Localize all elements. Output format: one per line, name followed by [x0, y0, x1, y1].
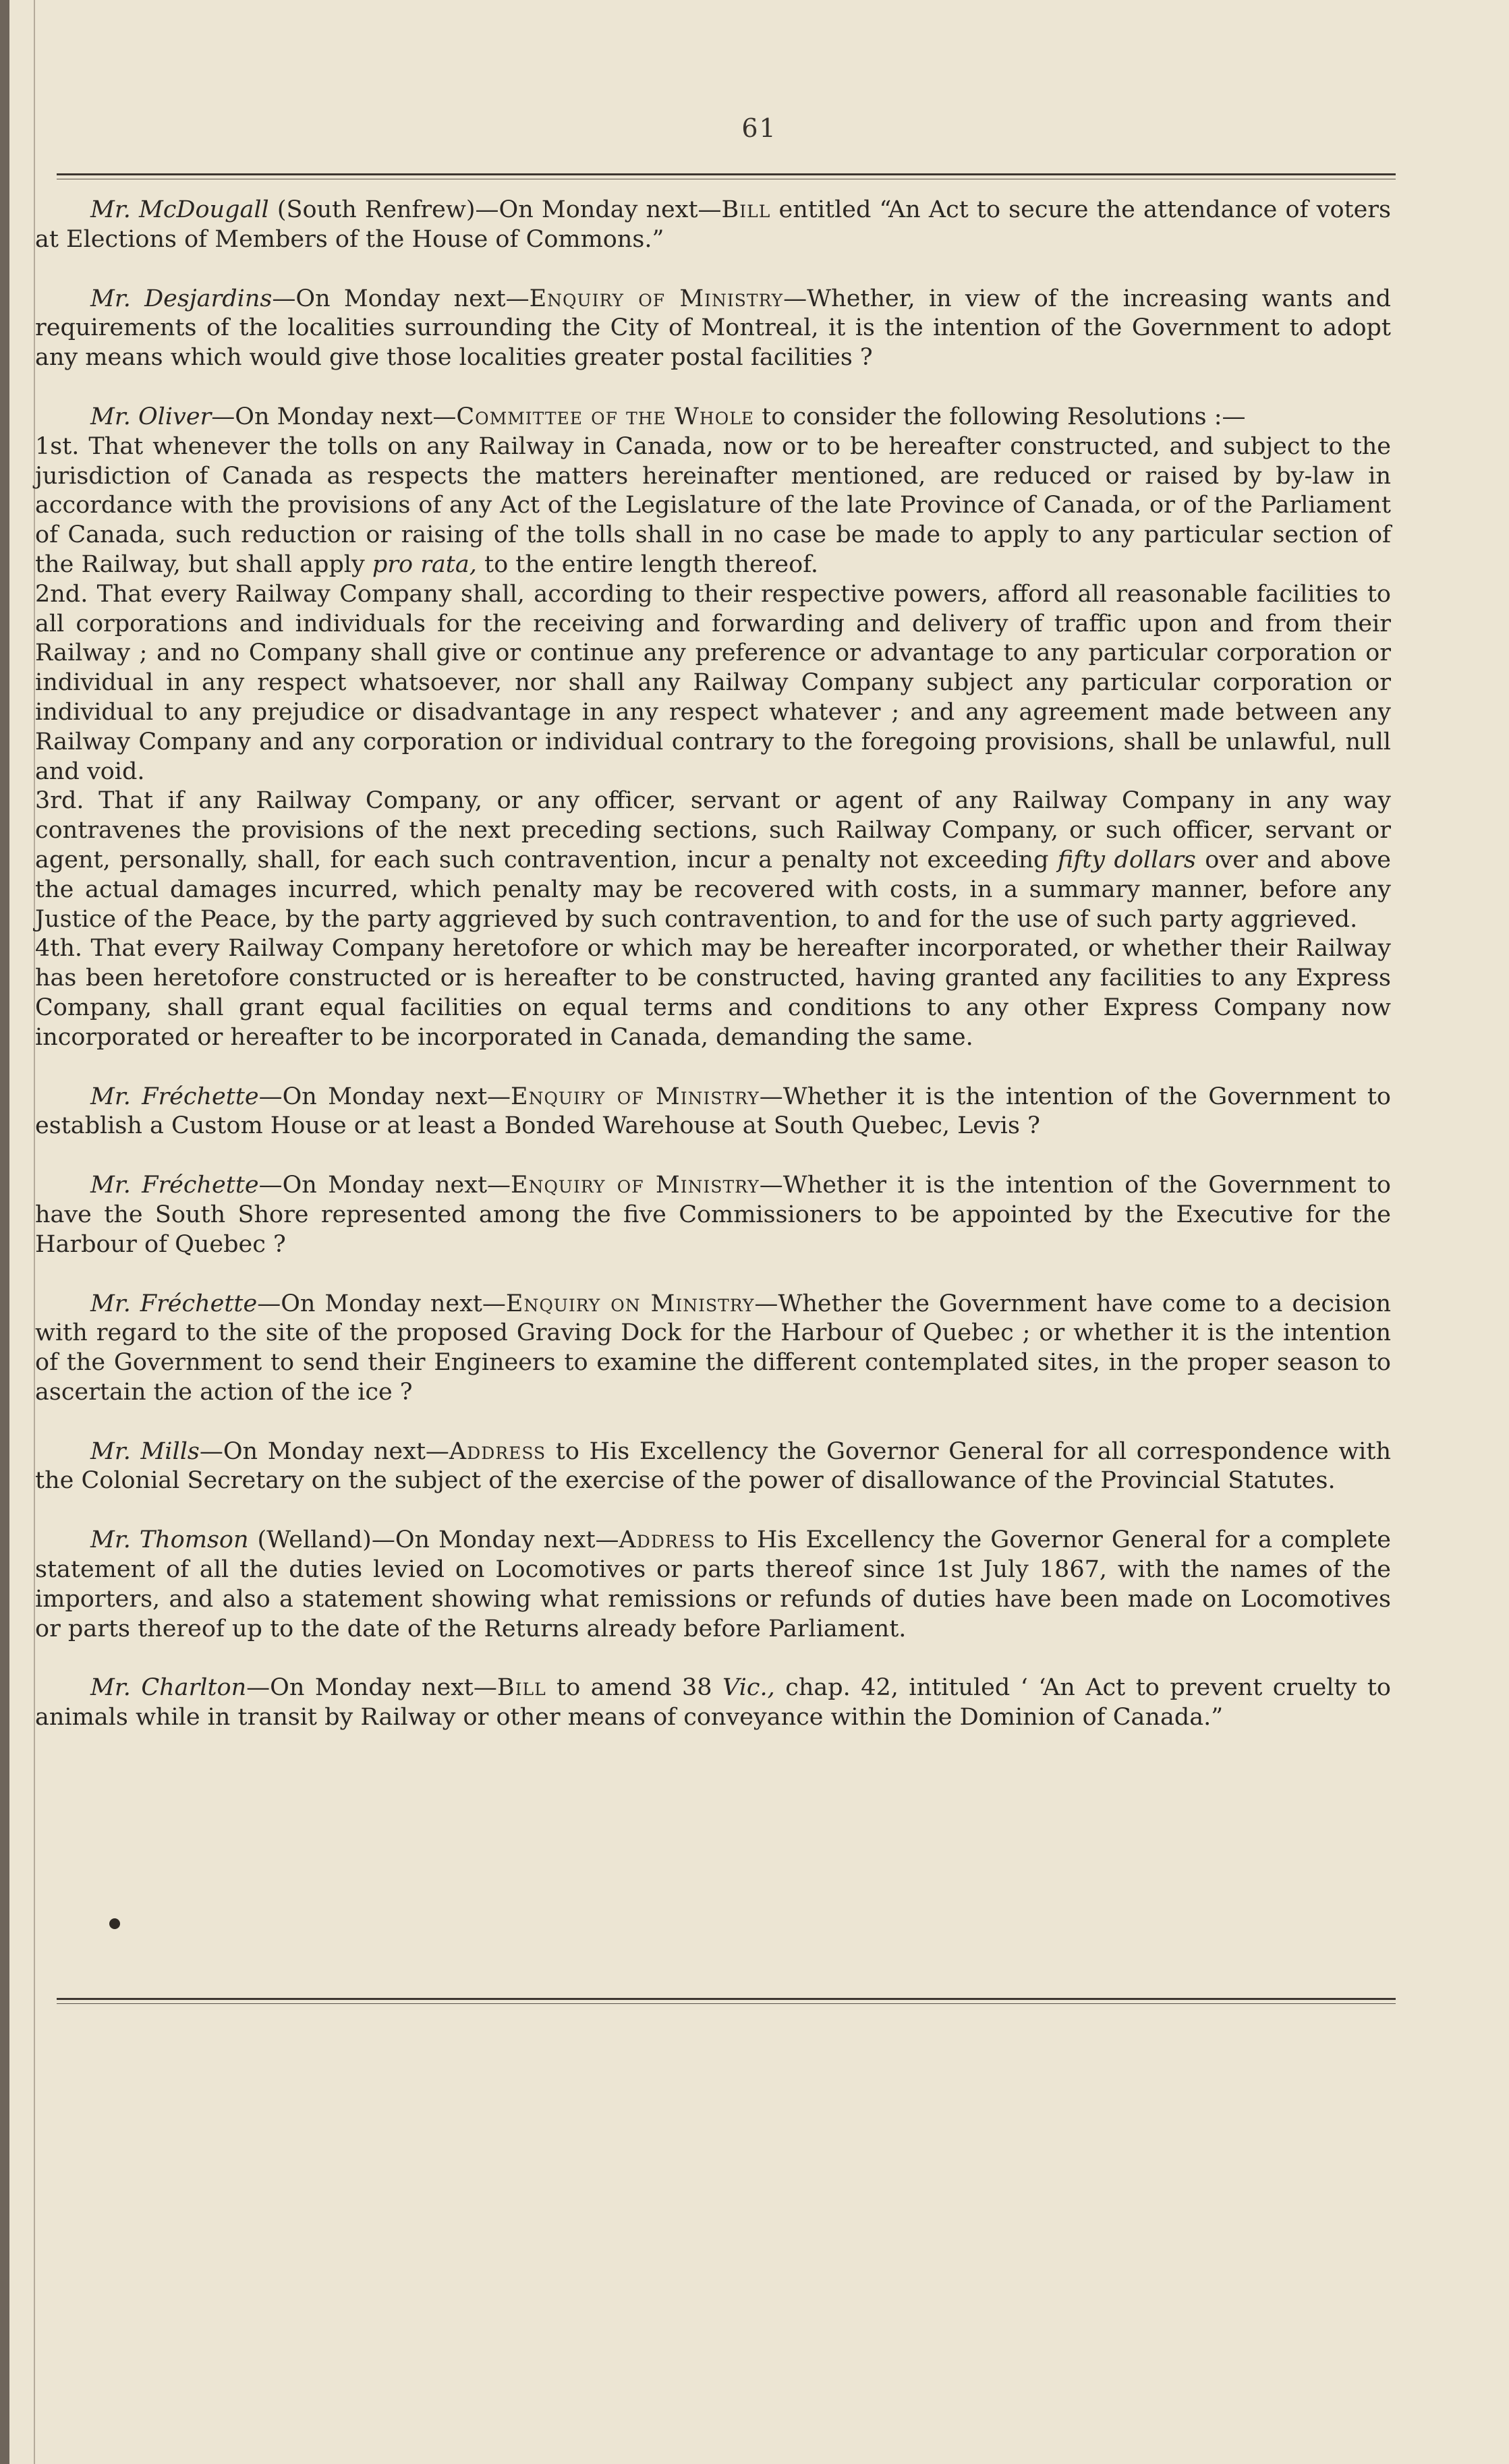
notice-kind: Enquiry of Ministry — [529, 285, 784, 312]
member-name: Mr. Mills — [90, 1437, 200, 1465]
notice-entry — [35, 1290, 1391, 1408]
notice-entry — [35, 196, 1391, 255]
notice-entry — [35, 1083, 1391, 1142]
notice-body: Whether it is the intention of the Government to establish a Custom House or at least a Bonded Warehouse at South Quebec, Levis ? — [35, 1083, 1391, 1140]
notice-day: On Monday next — [235, 403, 433, 430]
notice-day: On Monday next — [295, 285, 506, 312]
notice-kind: Committee of the Whole — [456, 403, 755, 430]
notice-body: Whether it is the intention of the Government to have the South Shore represented among the five Commissioners to be appointed by the Executive for the Harbour of Quebec ? — [35, 1172, 1391, 1258]
riding: (Welland) — [257, 1526, 372, 1554]
notice-kind: Enquiry of Ministry — [511, 1172, 760, 1199]
member-name: Mr. Desjardins — [90, 285, 273, 312]
notice-body: Whether the Government have come to a decision with regard to the site of the proposed Graving Dock for the Harbour of Quebec ; or whether it is the intention of the Government to send their Engineers to examine the different contemplated sites, in the proper season to ascertain the action of the ice ? — [35, 1290, 1391, 1406]
notice-text: Mr. Fréchette—On Monday next—Enquiry of Ministry—Whether it is the intention of the Government to establish a Custom House or at least a Bonded Warehouse at South Quebec, Levis ? — [35, 1083, 1391, 1140]
notice-kind: Enquiry on Ministry — [505, 1290, 755, 1317]
notice-day: On Monday next — [499, 196, 698, 223]
notice-body-before: to amend 38 — [557, 1674, 712, 1702]
notice-entry — [35, 1171, 1391, 1259]
notice-kind: Bill — [496, 1674, 546, 1702]
resolution-number: 4th. — [35, 935, 82, 963]
notice-day: On Monday next — [395, 1526, 596, 1554]
notice-text: Mr. Fréchette—On Monday next—Enquiry on Ministry—Whether the Government have come to a decision with regard to the site of the proposed Graving Dock for the Harbour of Quebec ; or whether it is the intention of the Government to send their Engineers to examine the different contemplated sites, in the proper season to ascertain the action of the ice ? — [35, 1290, 1391, 1406]
notice-entry — [35, 403, 1391, 1053]
notice-day: On Monday next — [223, 1437, 426, 1465]
resolution — [35, 432, 1391, 580]
resolution-text-after: over and above the actual damages incurred, which penalty may be recovered with costs, in a summary manner, before any Justice of the Peace, by the party aggrieved by such contravention, to and for the use of such party aggrieved. — [35, 846, 1391, 933]
top-rule — [57, 173, 1396, 175]
member-name: Mr. Fréchette — [90, 1172, 259, 1199]
notice-kind: Address — [619, 1526, 716, 1554]
riding: (South Renfrew) — [277, 196, 476, 223]
member-name: Mr. Charlton — [90, 1674, 247, 1702]
notice-kind: Address — [449, 1437, 546, 1465]
member-name: Mr. McDougall — [90, 196, 269, 223]
notice-text: Mr. Desjardins—On Monday next—Enquiry of Ministry—Whether, in view of the increasing wants and requirements of the localities surrounding the City of Montreal, it is the intention of the Government to adopt any means which would give those localities greater postal facilities ? — [35, 285, 1391, 372]
notice-text: Mr. Mills—On Monday next—Address to His Excellency the Governor General for all correspondence with the Colonial Secretary on the subject of the exercise of the power of disallowance of the Provincial Statutes. — [35, 1437, 1391, 1495]
notice-kind: Enquiry of Ministry — [511, 1083, 760, 1110]
notice-body: to His Excellency the Governor General for all correspondence with the Colonial Secretary on the subject of the exercise of the power of disallowance of the Provincial Statutes. — [35, 1437, 1391, 1495]
notice-entry — [35, 1437, 1391, 1497]
notice-text: Mr. Charlton—On Monday next—Bill to amend 38 Vic., chap. 42, intituled ‘ ‘An Act to prevent cruelty to animals while in transit by Railway or other means of conveyance within the Dominion of Canada.” — [35, 1674, 1391, 1731]
resolution-text-after: to the entire length thereof. — [484, 550, 819, 578]
notice-text: Mr. Oliver—On Monday next—Committee of the Whole to consider the following Resolutions :— — [90, 403, 1246, 430]
bottom-rule-thin — [57, 2003, 1396, 2004]
notice-body: entitled “An Act to secure the attendance of voters at Elections of Members of the House of Commons.” — [35, 196, 1391, 253]
member-name: Mr. Fréchette — [90, 1290, 258, 1317]
notice-text: Mr. McDougall (South Renfrew)—On Monday next—Bill entitled “An Act to secure the attendance of voters at Elections of Members of the House of Commons.” — [35, 196, 1391, 253]
bottom-rule — [57, 1998, 1396, 2000]
notice-entry — [35, 285, 1391, 373]
member-name: Mr. Thomson — [90, 1526, 249, 1554]
resolution-emphasis: fifty dollars — [1057, 846, 1196, 873]
resolution-text: That every Railway Company shall, according to their respective powers, afford all reasonable facilities to all corporations and individuals for the receiving and forwarding and delivery of traffic upon and from their Railway ; and no Company shall give or continue any preference or advantage to any particular corporation or individual in any respect whatsoever, nor shall any Railway Company subject any particular corporation or individual to any prejudice or disadvantage in any respect whatever ; and any agreement made between any Railway Company and any corporation or individual contrary to the foregoing provisions, shall be unlawful, null and void. — [35, 580, 1391, 785]
notice-text: Mr. Fréchette—On Monday next—Enquiry of Ministry—Whether it is the intention of the Government to have the South Shore represented among the five Commissioners to be appointed by the Executive for the Harbour of Quebec ? — [35, 1172, 1391, 1258]
notice-body: Whether, in view of the increasing wants and requirements of the localities surrounding the City of Montreal, it is the intention of the Government to adopt any means which would give those localities greater postal facilities ? — [35, 285, 1391, 372]
notice-body: to His Excellency the Governor General for a complete statement of all the duties levied on Locomotives or parts thereof since 1st July 1867, with the names of the importers, and also a statement showing what remissions or refunds of duties have been made on Locomotives or parts thereof up to the date of the Returns already before Parliament. — [35, 1526, 1391, 1642]
resolution-text: That if any Railway Company, or any officer, servant or agent of any Railway Company in any way contravenes the provisions of the next preceding sections, such Railway Company, or such officer, servant or agent, personally, shall, for each such contravention, incur a penalty not exceeding — [35, 787, 1391, 873]
notice-emphasis: Vic., — [722, 1674, 775, 1702]
notice-entry — [35, 1526, 1391, 1644]
resolution-text: That every Railway Company heretofore or which may be hereafter incorporated, or whether their Railway has been heretofore constructed or is hereafter to be constructed, having granted any facilities to any Express Company, shall grant equal facilities on equal terms and conditions to any other Express Company now incorporated or hereafter to be incorporated in Canada, demanding the same. — [35, 935, 1391, 1051]
page-number: 61 — [741, 113, 777, 143]
notice-body: to consider the following Resolutions :— — [762, 403, 1246, 430]
resolution-number: 2nd. — [35, 580, 88, 608]
notice-day: On Monday next — [282, 1172, 488, 1199]
notice-entry — [35, 1673, 1391, 1733]
notices-body — [35, 196, 1391, 1763]
resolution — [35, 580, 1391, 787]
notice-text: Mr. Thomson (Welland)—On Monday next—Address to His Excellency the Governor General for a complete statement of all the duties levied on Locomotives or parts thereof since 1st July 1867, with the names of the importers, and also a statement showing what remissions or refunds of duties have been made on Locomotives or parts thereof up to the date of the Returns already before Parliament. — [35, 1526, 1391, 1642]
notice-body: chap. 42, intituled ‘ ‘An Act to prevent cruelty to animals while in transit by Railway or other means of conveyance within the Dominion of Canada.” — [35, 1674, 1391, 1731]
notice-day: On Monday next — [282, 1083, 488, 1110]
member-name: Mr. Oliver — [90, 403, 212, 430]
resolution-emphasis: pro rata, — [372, 550, 477, 578]
resolution — [35, 786, 1391, 934]
notice-day: On Monday next — [281, 1290, 482, 1317]
member-name: Mr. Fréchette — [90, 1083, 259, 1110]
notice-day: On Monday next — [270, 1674, 474, 1702]
resolution-number: 3rd. — [35, 787, 84, 815]
resolution — [35, 934, 1391, 1052]
resolution-number: 1st. — [35, 432, 80, 460]
ink-dot — [109, 1918, 120, 1929]
notice-kind: Bill — [721, 196, 771, 223]
resolution-text: That whenever the tolls on any Railway in Canada, now or to be hereafter constructed, and subject to the jurisdiction of Canada as respects the matters hereinafter mentioned, are reduced or raised by by-law in accordance with the provisions of any Act of the Legislature of the late Province of Canada, or of the Parliament of Canada, such reduction or raising of the tolls shall in no case be made to apply to any particular section of the Railway, but shall apply — [35, 432, 1391, 578]
